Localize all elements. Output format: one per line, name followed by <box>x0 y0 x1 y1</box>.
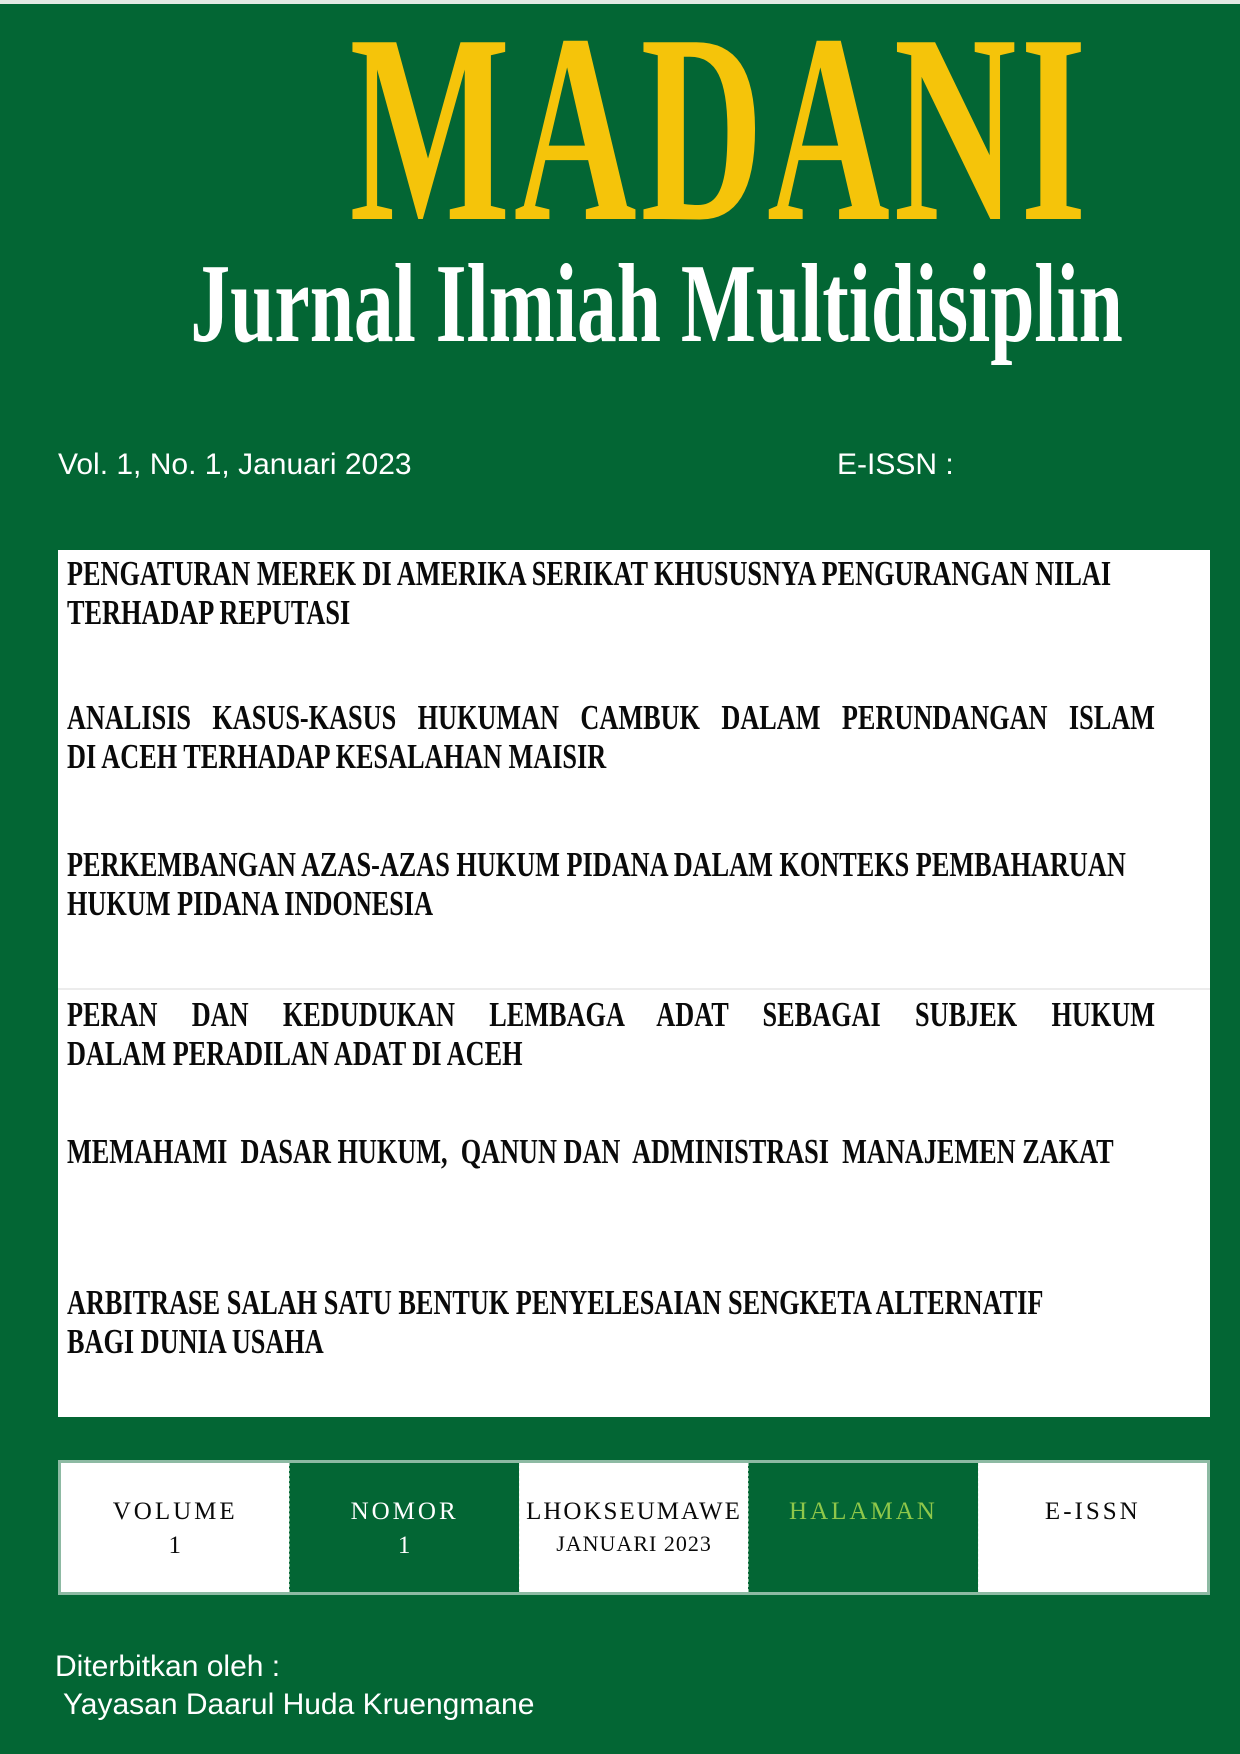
article-title <box>67 698 1155 776</box>
edition-line <box>58 448 1182 488</box>
table-of-contents-box <box>58 550 1210 1417</box>
article-title-line: PENGATURAN MEREK DI AMERIKA SERIKAT KHUSUSNYA PENGURANGAN NILAI <box>67 554 1112 593</box>
journal-subtitle: Jurnal Ilmiah Multidisiplin <box>190 242 1123 366</box>
halaman-label: HALAMAN <box>789 1498 938 1525</box>
article-title <box>67 995 1155 1073</box>
place-label: LHOKSEUMAWE <box>526 1498 742 1525</box>
info-cell-halaman <box>748 1463 977 1592</box>
info-cell-place-date <box>519 1463 748 1592</box>
info-cell-nomor <box>289 1463 518 1592</box>
date-value: JANUARI 2023 <box>556 1531 712 1556</box>
publisher-block <box>55 1648 534 1724</box>
info-cell-eissn <box>978 1463 1207 1592</box>
journal-title: MADANI <box>349 0 1091 278</box>
info-bar <box>58 1460 1210 1595</box>
content-divider-line <box>58 988 1210 990</box>
edition-text: Vol. 1, No. 1, Januari 2023 <box>58 448 412 481</box>
eissn-cell-label: E-ISSN <box>1044 1498 1141 1525</box>
article-title-line: TERHADAP REPUTASI <box>67 593 351 632</box>
article-title-line: ARBITRASE SALAH SATU BENTUK PENYELESAIAN SENGKETA ALTERNATIF <box>67 1283 1044 1322</box>
publisher-label: Diterbitkan oleh : <box>55 1650 281 1683</box>
article-title <box>67 1283 1155 1361</box>
nomor-label: NOMOR <box>350 1498 459 1525</box>
volume-label: VOLUME <box>112 1498 238 1525</box>
article-title-line: DALAM PERADILAN ADAT DI ACEH <box>67 1034 523 1073</box>
eissn-label: E-ISSN : <box>837 448 954 481</box>
article-title-line: ANALISIS KASUS-KASUS HUKUMAN CAMBUK DALAM PERUNDANGAN ISLAM <box>67 698 1155 737</box>
article-title <box>67 845 1155 923</box>
article-title-line: MEMAHAMI DASAR HUKUM, QANUN DAN ADMINISTRASI MANAJEMEN ZAKAT <box>67 1132 1114 1171</box>
info-cell-volume <box>61 1463 289 1592</box>
nomor-value: 1 <box>397 1532 412 1559</box>
journal-subtitle-wrap <box>0 243 1132 366</box>
publisher-name: Yayasan Daarul Huda Kruengmane <box>63 1688 535 1721</box>
article-title-line: DI ACEH TERHADAP KESALAHAN MAISIR <box>67 737 607 776</box>
volume-value: 1 <box>168 1532 182 1559</box>
article-title <box>67 554 1155 632</box>
journal-title-wrap <box>132 0 1240 278</box>
article-title-line: PERAN DAN KEDUDUKAN LEMBAGA ADAT SEBAGAI SUBJEK HUKUM <box>67 995 1155 1034</box>
article-title-line: BAGI DUNIA USAHA <box>67 1322 324 1361</box>
article-title-line: PERKEMBANGAN AZAS-AZAS HUKUM PIDANA DALAM KONTEKS PEMBAHARUAN <box>67 845 1126 884</box>
article-title <box>67 1132 1155 1171</box>
article-title-line: HUKUM PIDANA INDONESIA <box>67 884 434 923</box>
